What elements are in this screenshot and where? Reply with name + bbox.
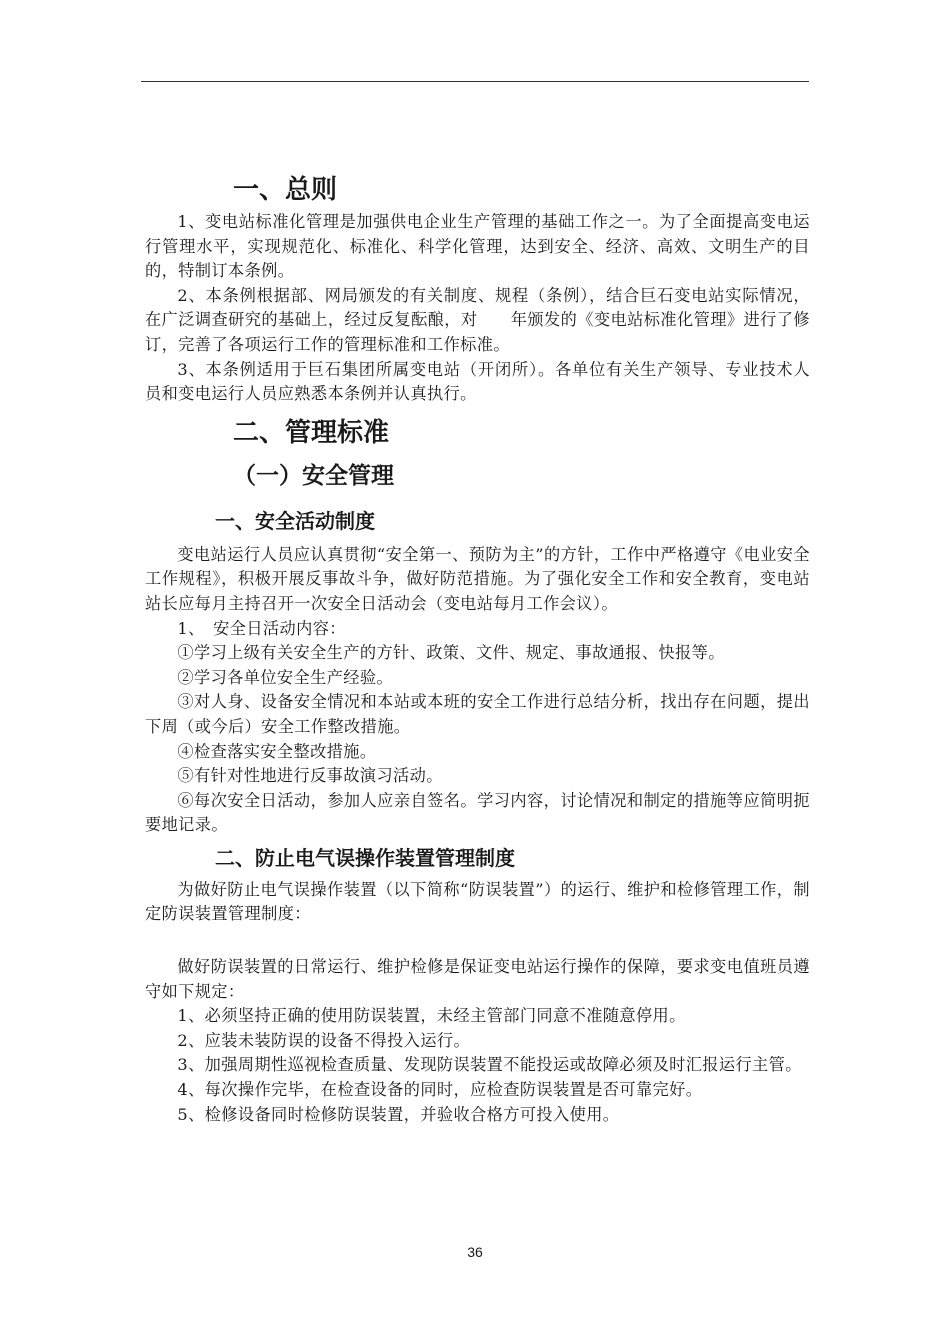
page-number: 36 bbox=[467, 1244, 483, 1260]
paragraph: 2、本条例根据部、网局颁发的有关制度、规程（条例），结合巨石变电站实际情况，在广泛调查研究的基础上，经过反复酝酿，对 年颁发的《变电站标准化管理》进行了修订，完善了各项运行工作的管理标准和工作标准。 bbox=[145, 285, 810, 354]
list-item: ③对人身、设备安全情况和本站或本班的安全工作进行总结分析，找出存在问题，提出下周（或今后）安全工作整改措施。 bbox=[145, 692, 810, 736]
page-content bbox=[145, 170, 810, 1127]
list-item: 4、每次操作完毕，在检查设备的同时，应检查防误装置是否可靠完好。 bbox=[177, 1080, 703, 1100]
paragraph: 变电站运行人员应认真贯彻“安全第一、预防为主”的方针，工作中严格遵守《电业安全工作规程》，积极开展反事故斗争，做好防范措施。为了强化安全工作和安全教育，变电站站长应每月主持召开一次安全日活动会（变电站每月工作会议）。 bbox=[145, 544, 810, 613]
list-item: 2、应装未装防误的设备不得投入运行。 bbox=[177, 1030, 471, 1050]
list-item: 3、加强周期性巡视检查质量、发现防误装置不能投运或故障必须及时汇报运行主管。 bbox=[177, 1055, 802, 1075]
spacer bbox=[145, 927, 810, 955]
list-item: 5、检修设备同时检修防误装置，并验收合格方可投入使用。 bbox=[177, 1104, 620, 1124]
paragraph: 为做好防止电气误操作装置（以下简称“防误装置”）的运行、维护和检修管理工作，制定防误装置管理制度： bbox=[145, 879, 810, 924]
paragraph: 做好防误装置的日常运行、维护检修是保证变电站运行操作的保障，要求变电值班员遵守如下规定： bbox=[145, 957, 810, 1001]
subsection-title-safety-activity: 一、安全活动制度 bbox=[215, 508, 375, 533]
list-title: 1、 安全日活动内容： bbox=[177, 618, 346, 638]
list-item: ⑥每次安全日活动，参加人应亲自签名。学习内容，讨论情况和制定的措施等应简明扼要地记录。 bbox=[145, 790, 810, 835]
section-title-general: 一、总则 bbox=[233, 175, 338, 205]
section-subtitle-safety: （一）安全管理 bbox=[233, 462, 394, 489]
list-item: ⑤有针对性地进行反事故演习活动。 bbox=[177, 766, 443, 786]
list-item: ①学习上级有关安全生产的方针、政策、文件、规定、事故通报、快报等。 bbox=[177, 643, 725, 663]
list-item: ②学习各单位安全生产经验。 bbox=[177, 667, 394, 687]
paragraph: 3、本条例适用于巨石集团所属变电站（开闭所）。各单位有关生产领导、专业技术人员和变电运行人员应熟悉本条例并认真执行。 bbox=[145, 359, 810, 404]
section-title-management: 二、管理标准 bbox=[233, 417, 390, 448]
list-item: 1、必须坚持正确的使用防误装置，未经主管部门同意不准随意停用。 bbox=[177, 1006, 686, 1026]
header-rule bbox=[141, 81, 809, 82]
subsection-title-anti-misoperation: 二、防止电气误操作装置管理制度 bbox=[215, 845, 515, 870]
list-item: ④检查落实安全整改措施。 bbox=[177, 741, 377, 761]
paragraph: 1、变电站标准化管理是加强供电企业生产管理的基础工作之一。为了全面提高变电运行管理水平，实现规范化、标准化、科学化管理，达到安全、经济、高效、文明生产的目的，特制订本条例。 bbox=[145, 212, 810, 281]
